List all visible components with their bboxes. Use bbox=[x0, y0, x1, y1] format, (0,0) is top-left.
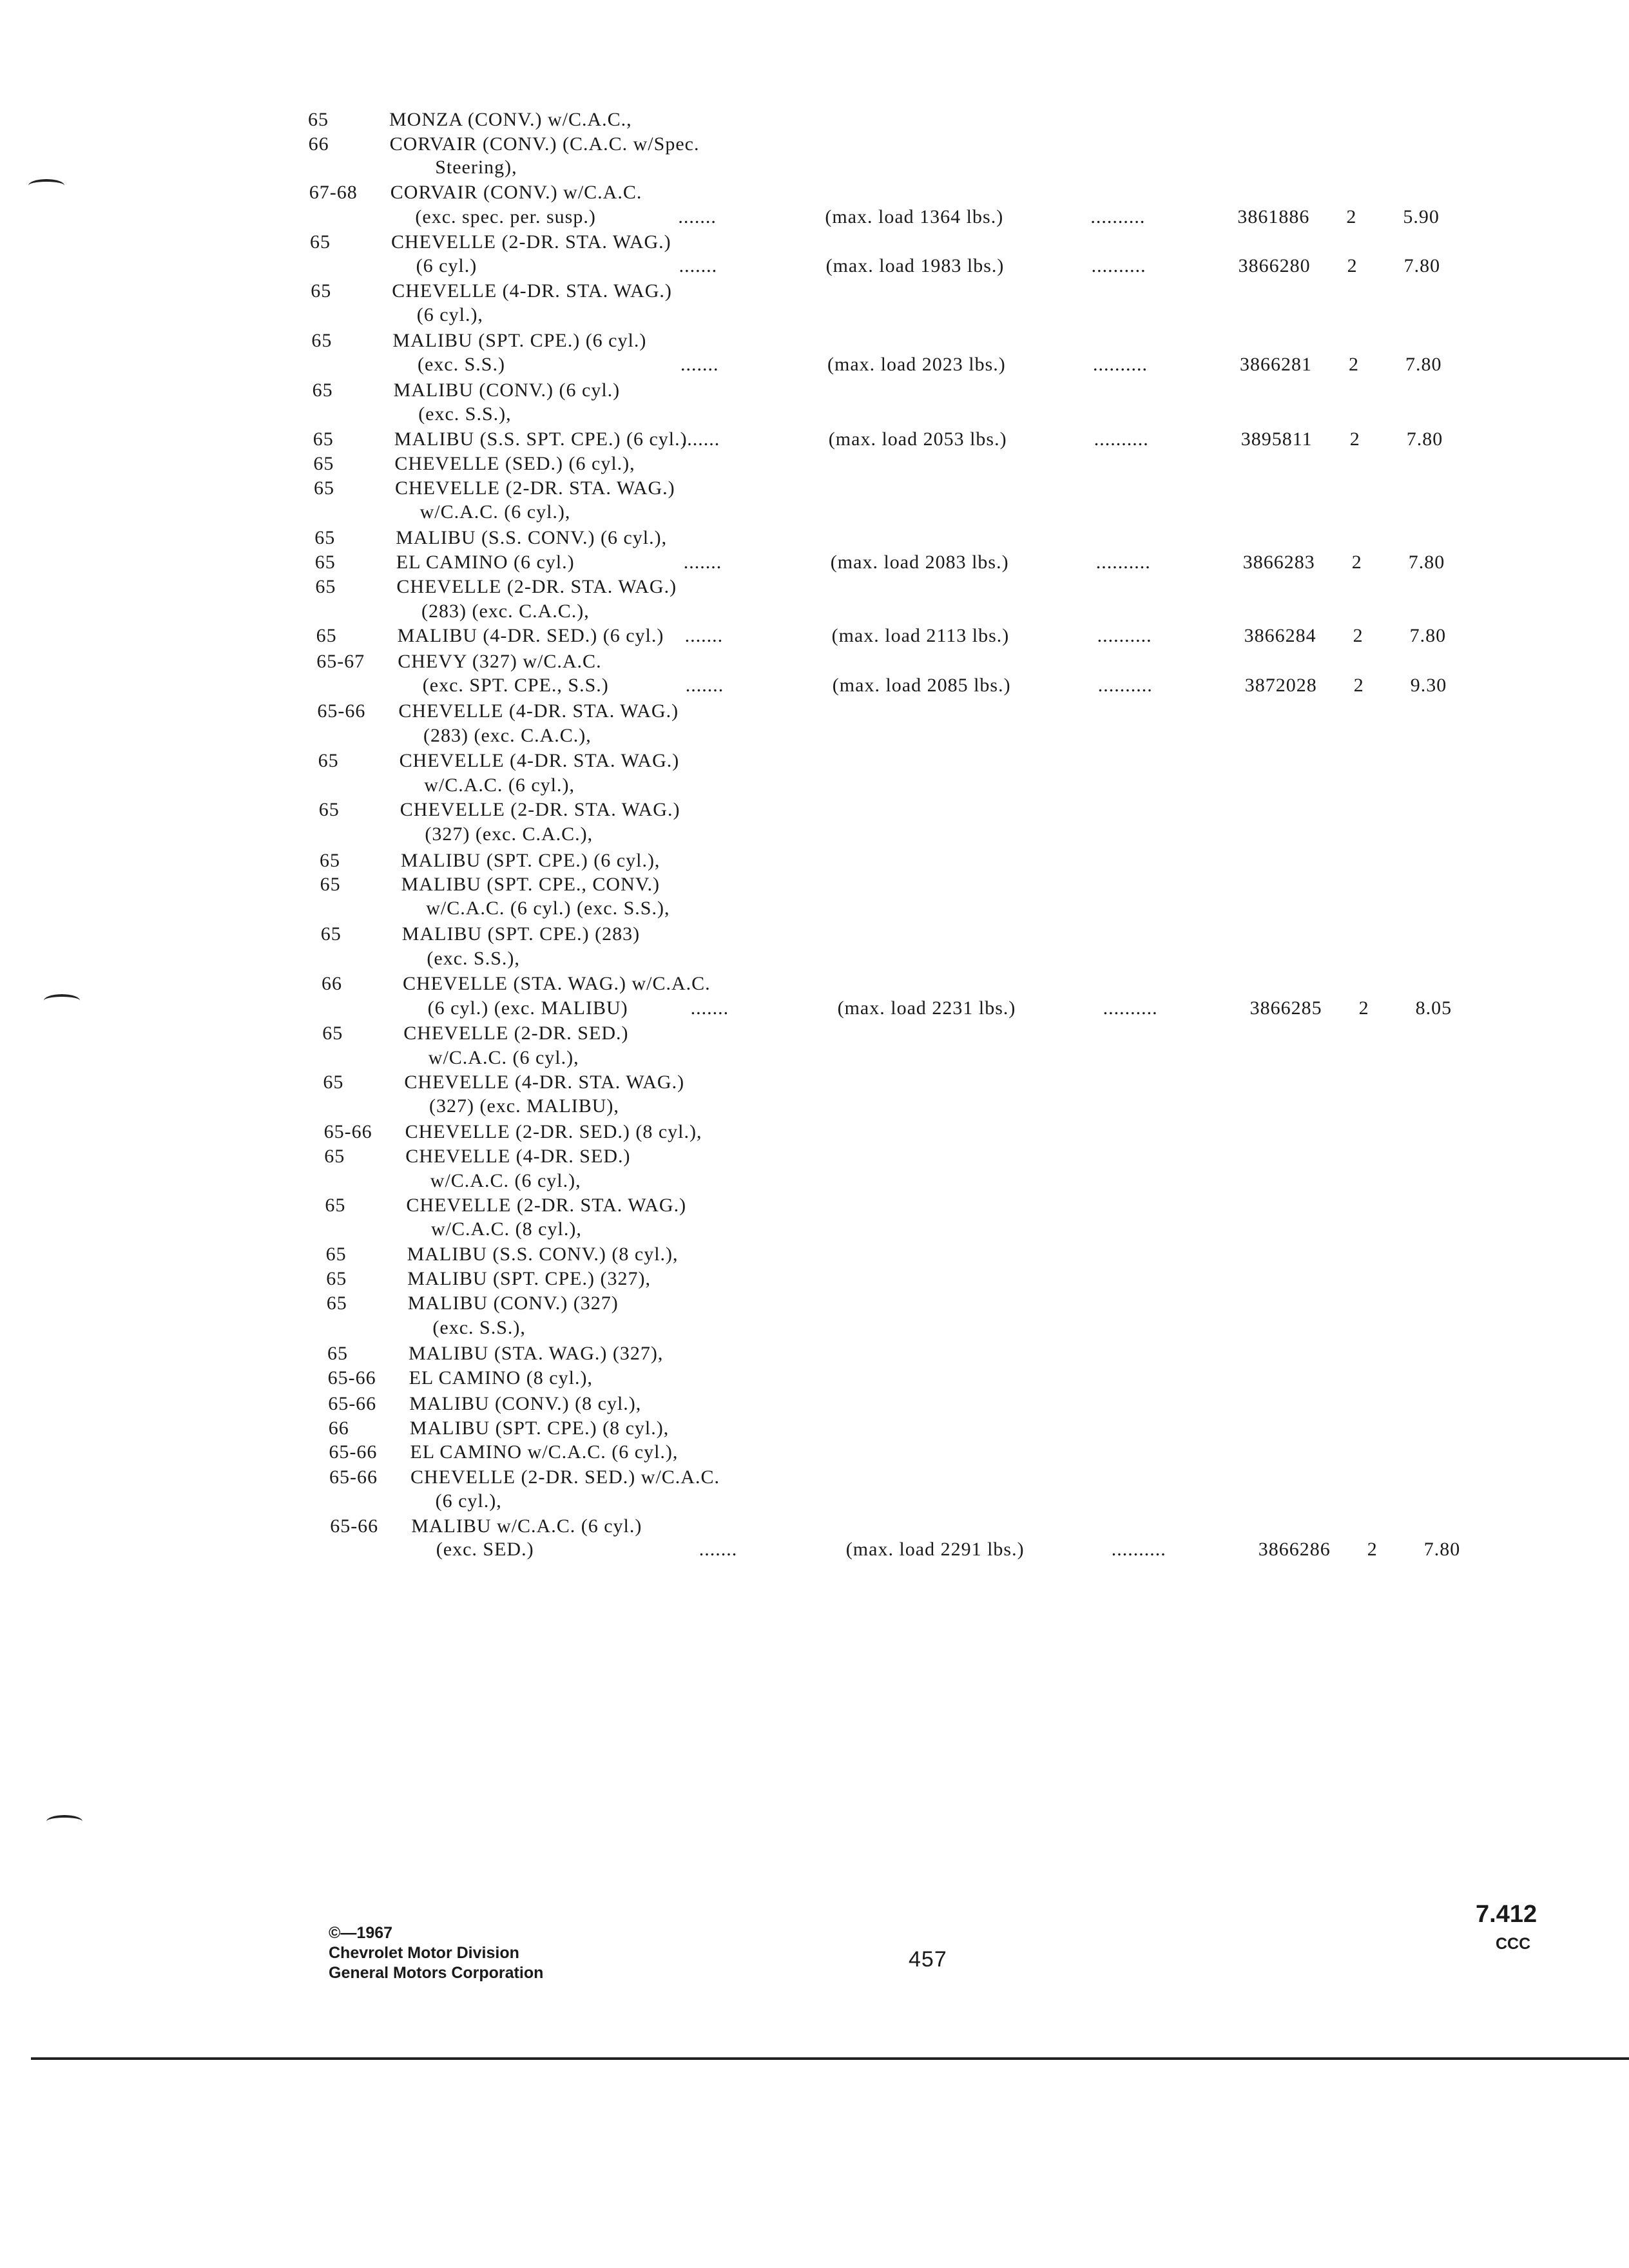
load-cell: (max. load 1983 lbs.) bbox=[825, 255, 1005, 276]
model-cell: CHEVELLE (SED.) (6 cyl.), bbox=[394, 453, 635, 474]
listing-row bbox=[0, 476, 1629, 501]
load-cell: (max. load 2083 lbs.) bbox=[830, 552, 1009, 573]
model-cell: CHEVELLE (4-DR. STA. WAG.) bbox=[398, 700, 679, 722]
model-cell: CORVAIR (CONV.) (C.A.C. w/Spec. bbox=[389, 133, 700, 155]
leader-dots: .......... bbox=[1094, 428, 1149, 450]
year-cell: 65 bbox=[325, 1244, 347, 1265]
model-cell: MALIBU (SPT. CPE.) (8 cyl.), bbox=[409, 1418, 670, 1439]
page-number: 457 bbox=[909, 1947, 947, 1972]
year-cell: 65-66 bbox=[328, 1393, 377, 1414]
listing-row bbox=[0, 1514, 1629, 1539]
quantity-cell: 2 bbox=[1349, 354, 1359, 375]
load-cell: (max. load 2231 lbs.) bbox=[837, 997, 1016, 1019]
listing-row bbox=[0, 1021, 1629, 1046]
model-cell: MALIBU (SPT. CPE.) (327), bbox=[407, 1268, 651, 1289]
listing-row bbox=[0, 1093, 1629, 1119]
load-cell: (max. load 2291 lbs.) bbox=[845, 1539, 1025, 1560]
listing-row bbox=[0, 872, 1629, 898]
year-cell: 65 bbox=[327, 1343, 348, 1364]
model-cell: CHEVELLE (2-DR. STA. WAG.) bbox=[400, 799, 680, 820]
load-cell: (max. load 2053 lbs.) bbox=[828, 428, 1007, 450]
model-cell: EL CAMINO w/C.A.C. (6 cyl.), bbox=[410, 1441, 679, 1463]
bottom-rule bbox=[31, 2057, 1629, 2060]
listing-row bbox=[0, 946, 1629, 972]
listing-row bbox=[0, 1119, 1629, 1145]
year-cell: 65 bbox=[314, 552, 336, 573]
year-cell: 65 bbox=[314, 527, 336, 548]
year-cell: 65 bbox=[318, 799, 340, 820]
model-cell: MALIBU (STA. WAG.) (327), bbox=[409, 1343, 664, 1364]
year-cell: 65 bbox=[313, 428, 334, 450]
section-code: CCC bbox=[1496, 1935, 1531, 1953]
leader-dots: .......... bbox=[1103, 997, 1158, 1019]
listing-row bbox=[0, 797, 1629, 823]
part-number-cell: 3866281 bbox=[1240, 354, 1312, 375]
listing-row bbox=[0, 822, 1629, 847]
copyright-line: ©—1967 bbox=[329, 1924, 393, 1942]
publisher-block bbox=[329, 1923, 543, 1983]
listing-row bbox=[0, 1193, 1629, 1218]
model-cell: CHEVELLE (2-DR. SED.) bbox=[403, 1023, 629, 1044]
model-cell: w/C.A.C. (6 cyl.), bbox=[419, 501, 571, 523]
year-cell: 65 bbox=[320, 874, 341, 895]
year-cell: 65 bbox=[315, 576, 336, 597]
model-cell: CHEVELLE (2-DR. STA. WAG.) bbox=[395, 477, 675, 499]
listing-row bbox=[0, 1341, 1629, 1367]
model-cell: MALIBU (SPT. CPE.) (6 cyl.) bbox=[392, 330, 647, 351]
year-cell: 66 bbox=[308, 133, 329, 155]
year-cell: 65 bbox=[308, 109, 329, 130]
listing-row bbox=[0, 971, 1629, 997]
listing-row bbox=[0, 1216, 1629, 1242]
model-cell: (6 cyl.), bbox=[435, 1490, 502, 1512]
price-cell: 7.80 bbox=[1405, 354, 1442, 375]
leader-dots: .......... bbox=[1090, 206, 1146, 227]
model-cell: (327) (exc. MALIBU), bbox=[429, 1095, 619, 1117]
year-cell: 65-66 bbox=[330, 1515, 379, 1537]
quantity-cell: 2 bbox=[1347, 255, 1358, 276]
year-cell: 65 bbox=[325, 1195, 346, 1216]
leader-dots: ....... bbox=[680, 354, 719, 375]
listing-row bbox=[0, 229, 1629, 255]
listing-row bbox=[0, 649, 1629, 675]
model-cell: CHEVELLE (2-DR. STA. WAG.) bbox=[391, 231, 671, 253]
year-cell: 65 bbox=[316, 625, 337, 646]
leader-dots: ....... bbox=[683, 552, 722, 573]
price-cell: 7.80 bbox=[1409, 625, 1447, 646]
listing-row bbox=[0, 1488, 1629, 1514]
price-cell: 7.80 bbox=[1403, 255, 1441, 276]
model-cell: (exc. spec. per. susp.) bbox=[415, 206, 596, 227]
year-cell: 65 bbox=[326, 1293, 347, 1314]
leader-dots: .......... bbox=[1093, 354, 1148, 375]
load-cell: (max. load 2085 lbs.) bbox=[832, 675, 1011, 696]
year-cell: 65 bbox=[314, 477, 334, 499]
listing-row bbox=[0, 499, 1629, 525]
year-cell: 65 bbox=[313, 453, 334, 474]
year-cell: 65 bbox=[311, 280, 332, 302]
model-cell: EL CAMINO (8 cyl.), bbox=[409, 1367, 593, 1389]
listing-row bbox=[0, 1266, 1629, 1292]
listing-row bbox=[0, 451, 1629, 477]
year-cell: 65 bbox=[322, 1023, 343, 1044]
listing-row bbox=[0, 107, 1629, 133]
year-cell: 65-67 bbox=[316, 651, 365, 672]
listing-row bbox=[0, 1168, 1629, 1194]
binding-mark bbox=[46, 1815, 82, 1828]
price-cell: 5.90 bbox=[1403, 206, 1440, 227]
year-cell: 65-66 bbox=[323, 1121, 372, 1142]
section-number: 7.412 bbox=[1476, 1901, 1537, 1928]
listing-row bbox=[0, 1537, 1629, 1562]
model-cell: (exc. SPT. CPE., S.S.) bbox=[422, 675, 609, 696]
quantity-cell: 2 bbox=[1349, 428, 1360, 450]
listing-row bbox=[0, 1465, 1629, 1490]
model-cell: CHEVELLE (STA. WAG.) w/C.A.C. bbox=[403, 973, 711, 994]
listing-row bbox=[0, 155, 1629, 180]
listing-row bbox=[0, 773, 1629, 798]
model-cell: (283) (exc. C.A.C.), bbox=[423, 725, 592, 746]
listing-row bbox=[0, 1315, 1629, 1341]
year-cell: 65-66 bbox=[329, 1466, 378, 1488]
model-cell: CHEVELLE (2-DR. SED.) (8 cyl.), bbox=[405, 1121, 702, 1142]
listing-row bbox=[0, 278, 1629, 304]
listing-row bbox=[0, 723, 1629, 749]
part-number-cell: 3866280 bbox=[1238, 255, 1311, 276]
year-cell: 65 bbox=[310, 231, 331, 253]
division-line: Chevrolet Motor Division bbox=[329, 1944, 519, 1962]
binding-mark bbox=[28, 179, 64, 192]
listing-row bbox=[0, 1439, 1629, 1465]
quantity-cell: 2 bbox=[1353, 625, 1364, 646]
binding-mark bbox=[44, 994, 80, 1007]
quantity-cell: 2 bbox=[1367, 1539, 1378, 1560]
listing-row bbox=[0, 921, 1629, 947]
year-cell: 65 bbox=[318, 750, 339, 771]
year-cell: 65 bbox=[324, 1146, 345, 1167]
listing-row bbox=[0, 1365, 1629, 1391]
load-cell: (max. load 2023 lbs.) bbox=[827, 354, 1006, 375]
listing-row bbox=[0, 848, 1629, 874]
year-cell: 66 bbox=[328, 1418, 349, 1439]
model-cell: CHEVELLE (4-DR. STA. WAG.) bbox=[399, 750, 680, 771]
listing-row bbox=[0, 599, 1629, 624]
year-cell: 65 bbox=[326, 1268, 347, 1289]
price-cell: 7.80 bbox=[1406, 428, 1443, 450]
listing-row bbox=[0, 623, 1629, 649]
model-cell: CORVAIR (CONV.) w/C.A.C. bbox=[390, 182, 642, 203]
price-cell: 9.30 bbox=[1410, 675, 1447, 696]
price-cell: 7.80 bbox=[1423, 1539, 1461, 1560]
listing-row bbox=[0, 896, 1629, 921]
quantity-cell: 2 bbox=[1351, 552, 1362, 573]
listing-row bbox=[0, 525, 1629, 551]
part-number-cell: 3872028 bbox=[1244, 675, 1317, 696]
model-cell: MALIBU (4-DR. SED.) (6 cyl.) bbox=[397, 625, 664, 646]
model-cell: MALIBU (SPT. CPE.) (6 cyl.), bbox=[401, 850, 660, 871]
load-cell: (max. load 1364 lbs.) bbox=[825, 206, 1004, 227]
leader-dots: ....... bbox=[681, 428, 720, 450]
model-cell: (exc. S.S.), bbox=[418, 403, 512, 425]
model-cell: Steering), bbox=[435, 157, 517, 178]
listing-row bbox=[0, 748, 1629, 774]
leader-dots: ....... bbox=[684, 625, 724, 646]
model-cell: CHEVELLE (2-DR. STA. WAG.) bbox=[396, 576, 677, 597]
model-cell: (6 cyl.), bbox=[416, 304, 483, 325]
model-cell: CHEVELLE (4-DR. STA. WAG.) bbox=[404, 1072, 685, 1093]
part-number-cell: 3866284 bbox=[1244, 625, 1316, 646]
model-cell: w/C.A.C. (6 cyl.) (exc. S.S.), bbox=[426, 898, 670, 919]
quantity-cell: 2 bbox=[1353, 675, 1364, 696]
model-cell: MONZA (CONV.) w/C.A.C., bbox=[389, 109, 632, 130]
model-cell: (exc. S.S.), bbox=[427, 948, 520, 969]
price-cell: 8.05 bbox=[1415, 997, 1452, 1019]
listing-row bbox=[0, 1291, 1629, 1316]
model-cell: CHEVELLE (4-DR. SED.) bbox=[405, 1146, 631, 1167]
model-cell: (exc. S.S.), bbox=[432, 1317, 526, 1338]
listing-row bbox=[0, 1391, 1629, 1417]
model-cell: CHEVELLE (4-DR. STA. WAG.) bbox=[392, 280, 672, 302]
leader-dots: ....... bbox=[690, 997, 729, 1019]
model-cell: MALIBU (CONV.) (6 cyl.) bbox=[393, 380, 621, 401]
listing-row bbox=[0, 1144, 1629, 1169]
listing-row bbox=[0, 574, 1629, 600]
year-cell: 65 bbox=[312, 380, 333, 401]
load-cell: (max. load 2113 lbs.) bbox=[831, 625, 1010, 646]
listing-row bbox=[0, 302, 1629, 328]
listing-row bbox=[0, 378, 1629, 403]
price-cell: 7.80 bbox=[1408, 552, 1445, 573]
listing-row bbox=[0, 1416, 1629, 1441]
quantity-cell: 2 bbox=[1346, 206, 1357, 227]
year-cell: 65 bbox=[320, 850, 340, 871]
year-cell: 65 bbox=[311, 330, 333, 351]
leader-dots: .......... bbox=[1091, 255, 1146, 276]
listing-row bbox=[0, 180, 1629, 206]
listing-row bbox=[0, 673, 1629, 698]
model-cell: w/C.A.C. (6 cyl.), bbox=[430, 1170, 581, 1191]
year-cell: 67-68 bbox=[309, 182, 358, 203]
part-number-cell: 3861886 bbox=[1237, 206, 1310, 227]
model-cell: MALIBU (S.S. CONV.) (8 cyl.), bbox=[407, 1244, 679, 1265]
model-cell: MALIBU (SPT. CPE.) (283) bbox=[401, 923, 641, 945]
model-cell: w/C.A.C. (8 cyl.), bbox=[431, 1218, 582, 1240]
model-cell: MALIBU (S.S. CONV.) (6 cyl.), bbox=[396, 527, 668, 548]
listing-row bbox=[0, 328, 1629, 354]
leader-dots: ....... bbox=[678, 206, 717, 227]
listing-row bbox=[0, 253, 1629, 279]
leader-dots: .......... bbox=[1095, 552, 1151, 573]
quantity-cell: 2 bbox=[1358, 997, 1369, 1019]
leader-dots: .......... bbox=[1097, 625, 1152, 646]
listing-row bbox=[0, 131, 1629, 157]
listing-row bbox=[0, 427, 1629, 452]
leader-dots: ....... bbox=[679, 255, 718, 276]
model-cell: MALIBU (S.S. SPT. CPE.) (6 cyl.) bbox=[394, 428, 688, 450]
listing-row bbox=[0, 995, 1629, 1021]
year-cell: 65-66 bbox=[327, 1367, 376, 1389]
model-cell: (327) (exc. C.A.C.), bbox=[425, 823, 593, 845]
corporation-line: General Motors Corporation bbox=[329, 1964, 544, 1982]
part-number-cell: 3895811 bbox=[1240, 428, 1313, 450]
listing-row bbox=[0, 204, 1629, 230]
year-cell: 65-66 bbox=[329, 1441, 378, 1463]
year-cell: 66 bbox=[322, 973, 342, 994]
model-cell: (exc. SED.) bbox=[436, 1539, 534, 1560]
model-cell: MALIBU (SPT. CPE., CONV.) bbox=[401, 874, 660, 895]
model-cell: CHEVELLE (2-DR. STA. WAG.) bbox=[406, 1195, 687, 1216]
listing-row bbox=[0, 352, 1629, 378]
model-cell: MALIBU (CONV.) (327) bbox=[407, 1293, 619, 1314]
part-number-cell: 3866285 bbox=[1249, 997, 1322, 1019]
part-number-cell: 3866286 bbox=[1258, 1539, 1331, 1560]
model-cell: w/C.A.C. (6 cyl.), bbox=[424, 774, 575, 796]
year-cell: 65 bbox=[320, 923, 342, 945]
leader-dots: .......... bbox=[1097, 675, 1153, 696]
part-number-cell: 3866283 bbox=[1242, 552, 1315, 573]
listing-row bbox=[0, 550, 1629, 575]
model-cell: CHEVELLE (2-DR. SED.) w/C.A.C. bbox=[410, 1466, 720, 1488]
leader-dots: ....... bbox=[699, 1539, 738, 1560]
model-cell: MALIBU w/C.A.C. (6 cyl.) bbox=[411, 1515, 642, 1537]
leader-dots: .......... bbox=[1111, 1539, 1166, 1560]
model-cell: w/C.A.C. (6 cyl.), bbox=[428, 1047, 579, 1068]
model-cell: (exc. S.S.) bbox=[418, 354, 505, 375]
model-cell: (283) (exc. C.A.C.), bbox=[421, 601, 590, 622]
model-cell: EL CAMINO (6 cyl.) bbox=[396, 552, 575, 573]
listing-row bbox=[0, 1045, 1629, 1071]
listing-row bbox=[0, 1242, 1629, 1267]
year-cell: 65-66 bbox=[317, 700, 366, 722]
model-cell: (6 cyl.) bbox=[416, 255, 477, 276]
leader-dots: ....... bbox=[685, 675, 724, 696]
model-cell: CHEVY (327) w/C.A.C. bbox=[398, 651, 602, 672]
model-cell: (6 cyl.) (exc. MALIBU) bbox=[427, 997, 628, 1019]
model-cell: MALIBU (CONV.) (8 cyl.), bbox=[409, 1393, 642, 1414]
year-cell: 65 bbox=[323, 1072, 344, 1093]
listing-row bbox=[0, 698, 1629, 724]
listing-row bbox=[0, 401, 1629, 427]
listing-row bbox=[0, 1070, 1629, 1095]
